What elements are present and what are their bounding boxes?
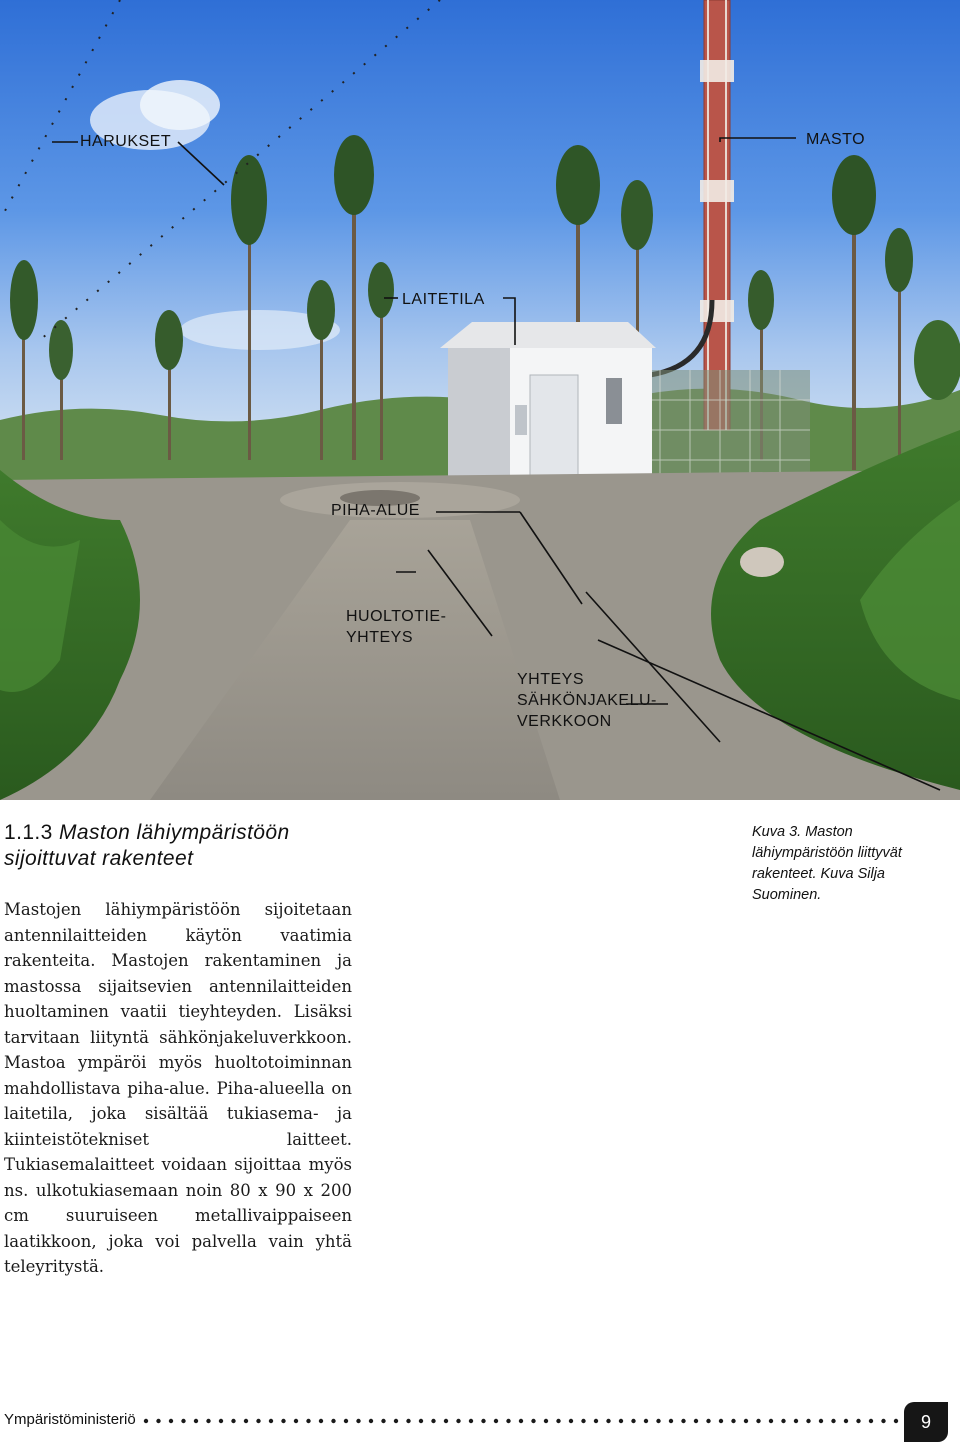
- label-laitetila: LAITETILA: [402, 291, 485, 308]
- section-title-line1: Maston lähiympäristöön: [58, 821, 290, 844]
- section-heading: [4, 820, 364, 872]
- label-yhteys-line3: VERKKOON: [517, 713, 612, 730]
- section-number: 1.1.3: [4, 821, 53, 844]
- label-huoltotie: [346, 606, 446, 648]
- label-yhteys-sahkonjakeluverkkoon: [517, 669, 657, 732]
- section-title-line2: sijoittuvat rakenteet: [4, 847, 194, 870]
- label-yhteys-line2: SÄHKÖNJAKELU-: [517, 692, 657, 709]
- label-huoltotie-line1: HUOLTOTIE-: [346, 608, 447, 625]
- label-piha-alue: PIHA-ALUE: [331, 502, 420, 519]
- label-masto: MASTO: [806, 131, 866, 148]
- label-harukset: HARUKSET: [80, 133, 172, 150]
- footer-publisher: Ympäristöministeriö: [4, 1411, 136, 1428]
- equipment-hut: [440, 322, 656, 488]
- page-number-badge: [904, 1402, 948, 1442]
- page-number: 9: [920, 1411, 931, 1432]
- label-yhteys-line1: YHTEYS: [517, 671, 585, 688]
- label-huoltotie-line2: YHTEYS: [346, 629, 414, 646]
- figure-caption: Kuva 3. Maston lähiympäristöön liittyvät rakenteet. Kuva Silja Suominen.: [752, 824, 902, 903]
- footer-dot-leader: [142, 1416, 904, 1426]
- body-paragraph: Mastojen lähiympäristöön sijoitetaan antennilaitteiden käytön vaatimia rakenteita. Mastojen rakentaminen ja mastossa sijaitsevien antennilaitteiden huoltaminen vaatii tieyhteyden. Lisäksi tarvitaan liityntä sähkönjakeluverkkoon. Mastoa ympäröi myös huoltotoiminnan mahdollistava piha-alue. Piha-alueella on laitetila, joka sisältää tukiasema- ja kiinteistötekniset laitteet. Tukiasemalaitteet voidaan sijoittaa myös ns. ulkotukiasemaan noin 80 x 90 x 200 cm suuruiseen metallivaippaiseen laatikkoon, joka voi palvella vain yhtä teleyritystä.: [4, 900, 352, 1276]
